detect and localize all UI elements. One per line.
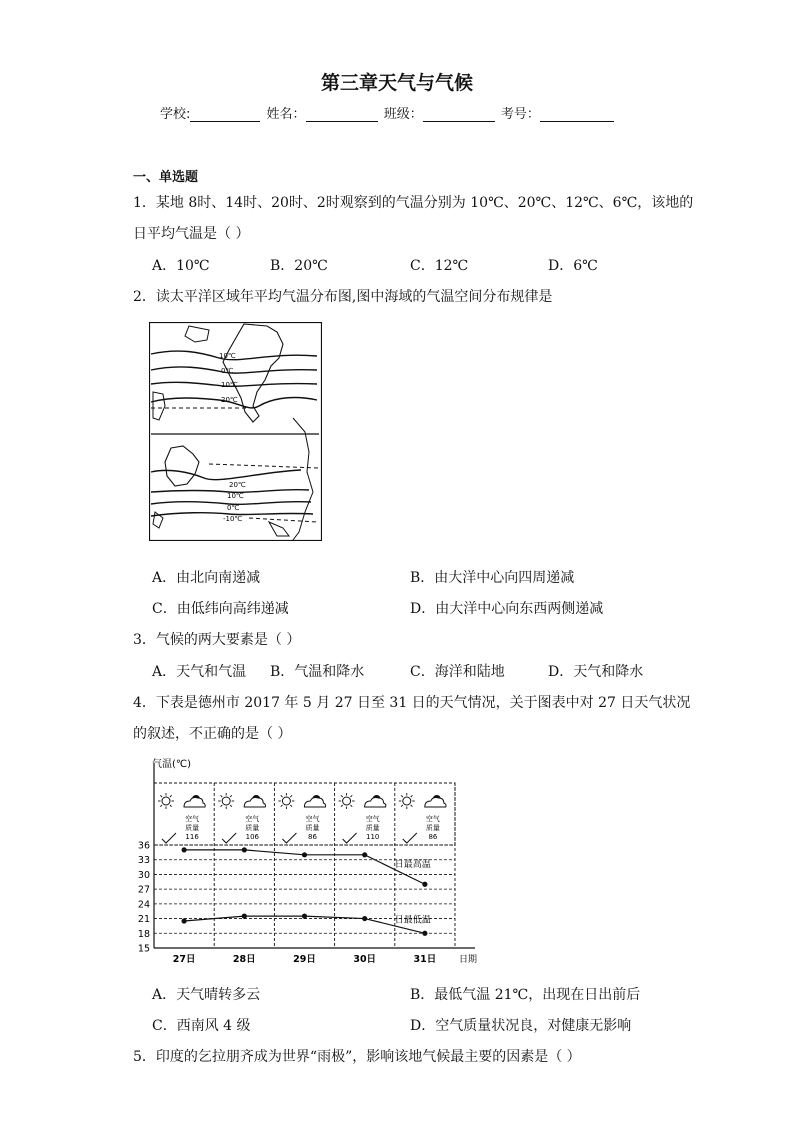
question-4-stem-line-1: 4．下表是德州市 2017 年 5 月 27 日至 31 日的天气情况，关于图表中对 27 日天气状况 — [133, 695, 691, 711]
question-2-option-d[interactable]: D．由大洋中心向东西两侧递减 — [410, 601, 604, 617]
question-3-option-d[interactable]: D．天气和降水 — [548, 664, 644, 680]
sun-icon — [162, 797, 170, 805]
question-5-stem: 5．印度的乞拉朋齐成为世界“雨极”，影响该地气候最主要的因素是（ ） — [133, 1049, 581, 1065]
x-tick-label: 31日 — [413, 954, 437, 965]
question-1-option-b[interactable]: B．20℃ — [270, 258, 328, 274]
class-blank[interactable] — [423, 109, 495, 122]
cloud-icon — [365, 797, 386, 807]
sun-ray — [170, 795, 172, 797]
wind-icon — [343, 833, 357, 843]
sun-icon — [222, 797, 230, 805]
question-4-option-c[interactable]: C．西南风 4 级 — [152, 1018, 251, 1034]
id-label: 考号： — [500, 107, 540, 122]
sun-ray — [401, 805, 403, 807]
air-quality-value: 116 — [185, 833, 199, 841]
data-point — [422, 931, 427, 936]
wind-icon — [222, 833, 236, 843]
question-3-option-b[interactable]: B．气温和降水 — [270, 664, 365, 680]
air-quality-label: 空气 — [305, 815, 320, 823]
isotherm-label: 10℃ — [221, 381, 238, 389]
sun-ray — [290, 795, 292, 797]
question-2-stem: 2．读太平洋区域年平均气温分布图,图中海域的气温空间分布规律是 — [133, 289, 553, 305]
question-4-option-d[interactable]: D．空气质量状况良，对健康无影响 — [410, 1018, 632, 1034]
air-quality-value: 86 — [308, 833, 317, 841]
sun-ray — [230, 805, 232, 807]
question-1-option-d[interactable]: D．6℃ — [548, 258, 598, 274]
series-label: 日最高温 — [394, 859, 431, 870]
question-4-option-b[interactable]: B．最低气温 21℃，出现在日出前后 — [410, 987, 641, 1003]
wind-icon — [282, 833, 296, 843]
question-1-stem-line-2: 日平均气温是（ ） — [133, 226, 250, 242]
air-quality-label: 质量 — [245, 824, 260, 832]
air-quality-label: 空气 — [185, 815, 200, 823]
y-tick-label: 27 — [137, 884, 150, 896]
sun-ray — [290, 805, 292, 807]
isotherm-label: -10℃ — [223, 515, 243, 523]
air-quality-value: 106 — [245, 833, 259, 841]
question-4-stem-line-2: 的叙述，不正确的是（ ） — [133, 726, 292, 742]
air-quality-label: 空气 — [425, 815, 440, 823]
x-axis-label: 日期 — [459, 955, 478, 965]
question-3-option-a[interactable]: A．天气和气温 — [152, 664, 247, 680]
sun-ray — [170, 805, 172, 807]
question-3-option-c[interactable]: C．海洋和陆地 — [410, 664, 505, 680]
data-point — [362, 852, 367, 857]
wind-icon — [162, 833, 176, 843]
question-2-option-a[interactable]: A．由北向南递减 — [152, 570, 261, 586]
isotherm-label: 10℃ — [227, 492, 244, 500]
x-tick-label: 30日 — [353, 954, 377, 965]
x-tick-label: 29日 — [293, 954, 316, 965]
data-point — [362, 916, 367, 921]
y-tick-label: 15 — [137, 943, 150, 955]
y-tick-label: 18 — [137, 928, 150, 940]
data-point — [242, 847, 247, 852]
question-1-stem-line-1: 1．某地 8时、14时、20时、2时观察到的气温分别为 10℃、20℃、12℃、6℃，该地的 — [133, 195, 694, 211]
air-quality-label: 质量 — [425, 824, 440, 832]
sun-ray — [350, 805, 352, 807]
name-label: 姓名： — [266, 107, 306, 122]
data-point — [182, 918, 187, 923]
data-point — [242, 914, 247, 919]
weather-panel-frame — [154, 783, 455, 845]
x-tick-label: 27日 — [172, 954, 196, 965]
school-blank[interactable] — [190, 109, 260, 122]
question-4-option-a[interactable]: A．天气晴转多云 — [152, 987, 261, 1003]
page-title: 第三章天气与气候 — [320, 72, 473, 94]
question-3-stem: 3．气候的两大要素是（ ） — [133, 632, 301, 648]
data-point — [302, 914, 307, 919]
sun-ray — [341, 795, 343, 797]
weather-temperature-chart — [130, 755, 480, 970]
name-blank[interactable] — [306, 109, 378, 122]
data-point — [182, 847, 187, 852]
sun-ray — [401, 795, 403, 797]
cloud-icon — [304, 797, 325, 807]
sun-icon — [282, 797, 290, 805]
data-point — [302, 852, 307, 857]
air-quality-label: 空气 — [245, 815, 260, 823]
isotherm-label: 20℃ — [221, 396, 238, 404]
air-quality-value: 110 — [366, 833, 380, 841]
y-axis-label: 气温(℃) — [152, 759, 192, 770]
sun-ray — [411, 805, 413, 807]
data-point — [422, 882, 427, 887]
isotherm-label: 20℃ — [229, 481, 246, 489]
sun-icon — [403, 797, 411, 805]
isotherm-label: 0℃ — [227, 504, 240, 512]
sun-icon — [343, 797, 351, 805]
air-quality-label: 质量 — [365, 824, 380, 832]
sun-ray — [341, 805, 343, 807]
air-quality-label: 空气 — [365, 815, 380, 823]
pacific-isotherm-map — [149, 322, 322, 541]
sun-ray — [281, 795, 283, 797]
y-tick-label: 36 — [137, 840, 150, 852]
air-quality-label: 质量 — [305, 824, 320, 832]
wind-icon — [403, 833, 417, 843]
sun-ray — [411, 795, 413, 797]
student-info-line — [160, 103, 616, 122]
sun-ray — [160, 795, 162, 797]
isotherm-label: 10℃ — [219, 352, 236, 360]
sun-ray — [281, 805, 283, 807]
y-tick-label: 24 — [137, 899, 150, 911]
question-1-option-a[interactable]: A．10℃ — [152, 258, 210, 274]
section-title: 一、单选题 — [133, 170, 199, 185]
question-2-option-c[interactable]: C．由低纬向高纬递减 — [152, 601, 289, 617]
sun-ray — [221, 805, 223, 807]
sun-ray — [160, 805, 162, 807]
series-label: 日最低温 — [394, 915, 431, 926]
question-1-option-c[interactable]: C．12℃ — [410, 258, 469, 274]
sun-ray — [350, 795, 352, 797]
sun-ray — [230, 795, 232, 797]
cloud-icon — [244, 797, 265, 807]
cloud-icon — [184, 797, 205, 807]
y-tick-label: 30 — [137, 869, 150, 881]
y-tick-label: 33 — [137, 855, 150, 867]
question-2-option-b[interactable]: B．由大洋中心向四周递减 — [410, 570, 575, 586]
class-label: 班级： — [383, 107, 423, 122]
sun-ray — [221, 795, 223, 797]
x-tick-label: 28日 — [232, 954, 256, 965]
y-tick-label: 21 — [137, 914, 150, 926]
id-blank[interactable] — [540, 109, 614, 122]
cloud-icon — [425, 797, 446, 807]
air-quality-value: 86 — [428, 833, 438, 841]
isotherm-label: 0℃ — [221, 367, 234, 375]
air-quality-label: 质量 — [185, 824, 200, 832]
school-label: 学校: — [160, 107, 191, 122]
